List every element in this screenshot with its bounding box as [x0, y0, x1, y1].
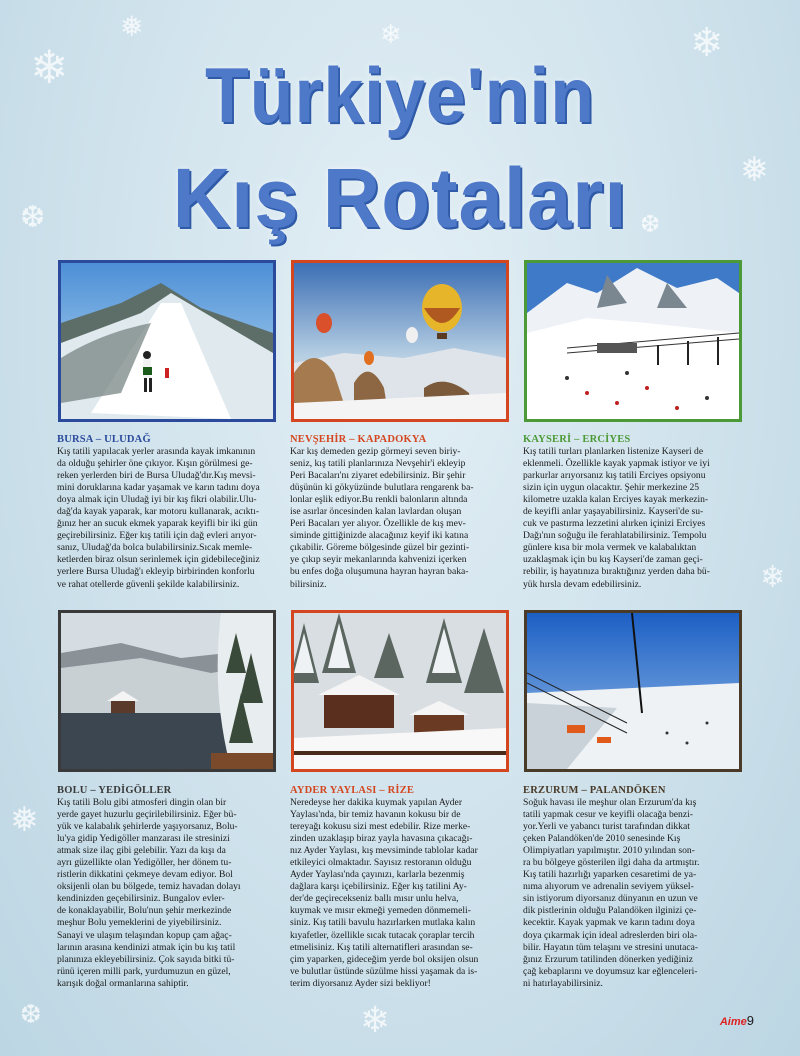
- section-erzurum: [523, 785, 741, 990]
- section-body: Kış tatili turları planlarken listenize Kayseri de eklenmeli. Özellikle kayak yapmak istiyor ve iyi parkurlar arıyorsanız kış tatili Erciyes opsiyonu sizin için uygun olacaktır. Şehir merkezine 25 kilometre uzakla kalan Erciyes kayak merkezin- de keyifli anlar yaşayabilirsiniz. Kayseri'de su- cuk ve pastırma lezzetini alırken içinizi Erciyes Dağı'nın soğuğu ile ferahlatabilirsiniz. Tempolu günlere kısa bir mola vermek ve kalabalıktan uzaklaşmak için bu kış Kayseri'de zaman geçi- rebilir, iş hayatınıza bıraktığınız yerden daha bü- yük hırsla devam edebilirsiniz.: [523, 446, 710, 590]
- section-heading: BOLU – YEDİGÖLLER: [57, 785, 172, 796]
- brand-logo: Aime: [719, 1016, 747, 1028]
- section-heading: KAYSERİ – ERCİYES: [523, 434, 631, 445]
- section-bursa: [57, 434, 275, 591]
- section-ayder: [290, 785, 508, 990]
- section-body: Neredeyse her dakika kuymak yapılan Ayder Yaylası'nda, bir temiz havanın kokusu bir de tereyağı kokusu sizi mest edebilir. Rize merke- zinden uzaklaşıp biraz yayla havasına çıkacağı- nız Ayder Yaylası, kış mevsiminde tablolar kadar etkileyici olmaktadır. Sayısız restoranın olduğu Ayder Yaylası'nda çayınızı, karlarla bezenmiş dağlara karşı içebilirsiniz. Eğer kış tatilini Ay- der'de geçirecekseniz ballı mısır unlu helva, kuymak ve mısır ekmeği yemeden dönmemeli- siniz. Kış tatili bavulu hazırlarken mutlaka kalın kıyafetler, özellikle sıcak tutacak çoraplar tercih etmelisiniz. Kış tatili alternatifleri arasından se- çim yaparken, gideceğim yerde bol oksijen olsun ve bulutlar üstünde süzülme hissi yaşamak da is- terim diyorsanız Ayder sizi bekliyor!: [290, 797, 479, 989]
- section-body: Kar kış demeden gezip görmeyi seven biriy- seniz, kış tatili planlarınıza Nevşehir'i ekleyip Peri Bacaları'nı ziyaret edebilirsiniz. Bir şehir düşünün ki gökyüzünde bulutlara rengarenk ba- lonlar eşlik ediyor.Bu renkli balonların altında ise asırlar öncesinden kalan lavlardan oluşan Peri Bacaları yer alıyor. Özellikle de kış mev- siminde gittiğinizde alacağınız keyif iki katına çıkabilir. Göreme bölgesinde güzel bir gezinti- ye çıkıp seyir mekanlarında kahvenizi içerken bu enfes doğa oluşumuna hayran hayran baka- bilirsiniz.: [290, 446, 474, 590]
- section-kayseri: [523, 434, 741, 591]
- page-number: [720, 1013, 754, 1028]
- section-body: Kış tatili Bolu gibi atmosferi dingin olan bir yerde gayet huzurlu geçirilebilirsiniz. Eğer bü- yük ve kalabalık şehirlerde yaşıyorsanız, Bolu- lu'ya gidip Yedigöller manzarası ile stresinizi atmak size ilaç gibi gelebilir. Yazı da kışı da ayrı güzellikte olan Yedigöller, her dönem tu- ristlerin dikkatini çekmeye devam ediyor. Bol oksijenli olan bu bölgede, temiz havadan dolayı kendinizden geçebilirsiniz. Bungalov evler- de konaklayabilir, Bolu'nun şehir merkezinde meşhur Bolu yemeklerini de yiyebilirsiniz. Sanayi ve ulaşım telaşından kopup çam ağaç- larının arasına kendinizi atmak için bu kış tatil planınıza ekleyebilirsiniz. Çok sayıda bitki tü- rünü içeren milli park, yurdumuzun en güzel, karışık doğal ormanlarına sahiptir.: [57, 797, 241, 989]
- section-bolu: [57, 785, 275, 990]
- page-title-line2: Kış Rotaları: [172, 151, 628, 245]
- page-title-line1: Türkiye'nin: [204, 51, 596, 139]
- page-number-value: 9: [746, 1013, 754, 1028]
- section-heading: NEVŞEHİR – KAPADOKYA: [290, 434, 427, 445]
- section-heading: ERZURUM – PALANDÖKEN: [523, 785, 666, 796]
- section-nevsehir: [290, 434, 508, 591]
- photo-bursa-uludag: [58, 260, 276, 422]
- photo-ayder-yaylasi: [291, 610, 509, 772]
- photo-kayseri-erciyes: [524, 260, 742, 422]
- section-heading: BURSA – ULUDAĞ: [57, 434, 151, 445]
- photo-nevsehir-kapadokya: [291, 260, 509, 422]
- photo-bolu-yedigoller: [58, 610, 276, 772]
- section-body: Soğuk havası ile meşhur olan Erzurum'da kış tatili yapmak cesur ve keyifli olacağa benzi- yor.Yerli ve yabancı turist tarafından dikkat çeken Palandöken'de 2010 senesinde Kış Olimpiyatları yapılmıştır. 2010 yılından son- ra bu bölgeye gösterilen ilgi daha da artmıştır. Kış tatili hazırlığı yaparken cesaretimi de ya- nıma alıyorum ve adrenalin seviyem yüksel- sin istiyorum diyorsanız dünyanın en uzun ve dik pistlerinin olduğu Palandöken ilginizi çe- kecektir. Kayak yapmak ve karın tadını doya doya çıkarmak için ideal adreslerden biri ola- bilir. Hayatın tüm telaşını ve stresini unutaca- ğınız Erzurum tatilinden dönerken yediğiniz çağ kebaplarını ve doyumsuz kar eğlenceleri- ni hatırlayabilirsiniz.: [523, 797, 700, 989]
- photo-erzurum-palandoken: [524, 610, 742, 772]
- section-heading: AYDER YAYLASI – RİZE: [290, 785, 415, 796]
- section-body: Kış tatili yapılacak yerler arasında kayak imkanının da olduğu şehirler öne çıkıyor. Kışın görülmesi ge- reken yerlerden biri de Bursa Uludağ'dır.Kış mevsi- mini doruklarına kadar yaşamak ve karın tadını doya doya almak için Uludağ iyi bir kış fikri olabilir.Ulu- dağ'da kayak yaparak, kar motoru kullanarak, acıktı- ğınız her an sucuk ekmek yaparak keyifli bir iki gün geçirebilirsiniz. Eğer kış tatili için dağ evleri arıyor- sanız, Uludağ'da bolca bulabilirsiniz.Sıcak memle- ketlerden biraz olsun serinlemek için gidebileceğiniz yerlere Bursa Uludağ'ı ekleyip birbirinden konforlu ve rahat otellerde güvenli şekilde kalabilirsiniz.: [57, 446, 260, 590]
